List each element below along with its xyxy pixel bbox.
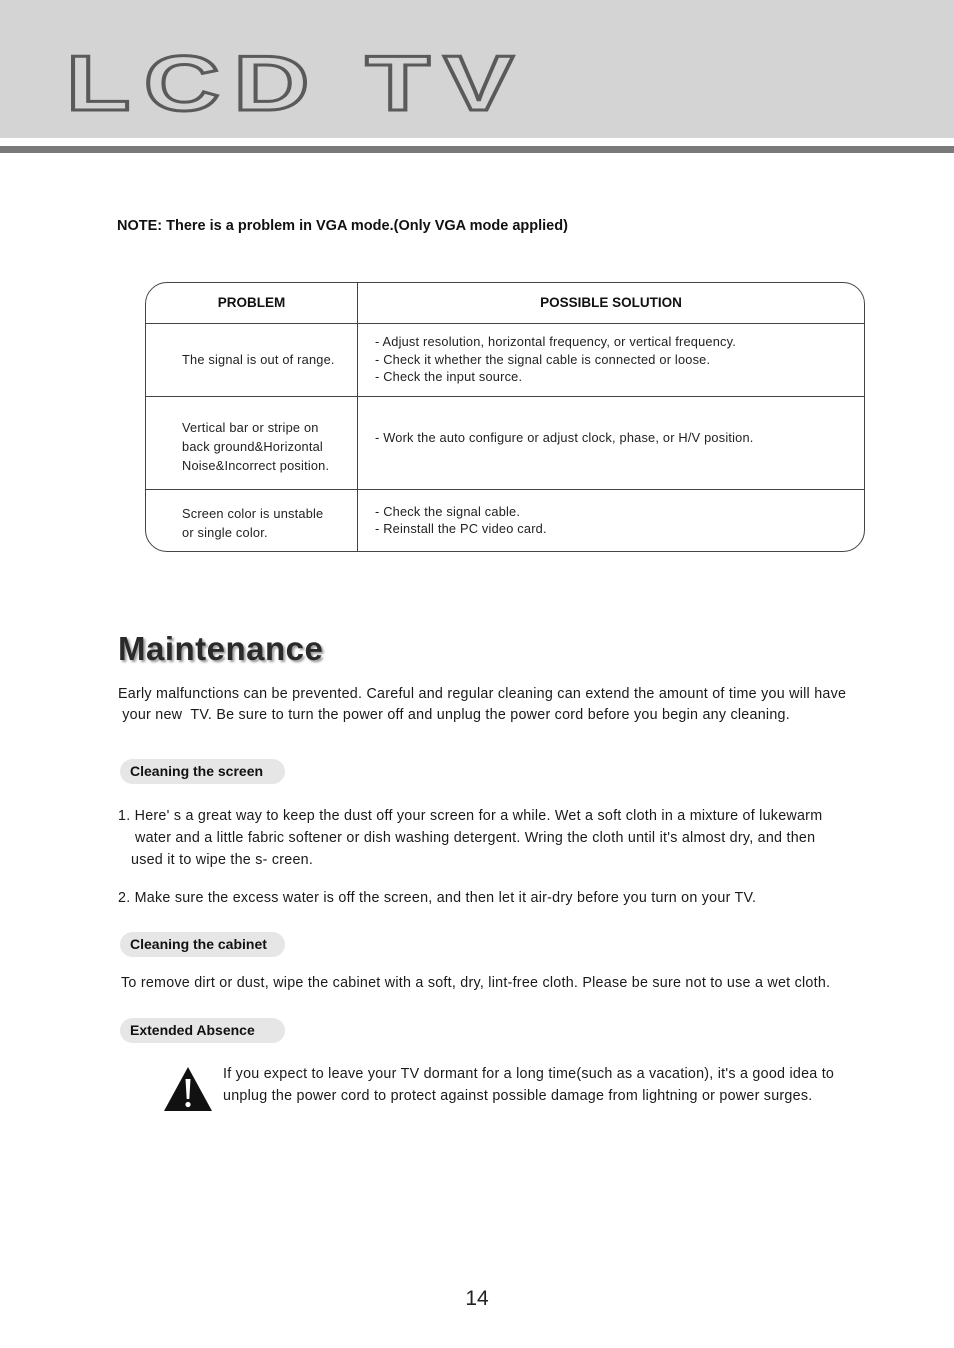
problem-line: back ground&Horizontal xyxy=(182,439,323,454)
problem-line: or single color. xyxy=(182,525,268,540)
absence-line: If you expect to leave your TV dormant for a long time(such as a vacation), it's a good idea to xyxy=(223,1066,835,1082)
maintenance-title: Maintenance xyxy=(118,630,324,667)
cabinet-text: To remove dirt or dust, wipe the cabinet with a soft, dry, lint-free cloth. Please be sure not to use a wet cloth. xyxy=(121,975,831,991)
problem-cell xyxy=(182,418,329,475)
step-line: 2. Make sure the excess water is off the screen, and then let it air-dry before you turn on your TV. xyxy=(118,890,757,906)
cleaning-screen-label: Cleaning the screen xyxy=(120,759,285,784)
step-line: used it to wipe the s- creen. xyxy=(131,852,314,868)
row-divider xyxy=(146,489,864,490)
problem-line: The signal is out of range. xyxy=(182,352,335,367)
header-solution: POSSIBLE SOLUTION xyxy=(540,295,682,310)
solution-cell xyxy=(375,333,736,386)
problem-line: Screen color is unstable xyxy=(182,506,324,521)
solution-line: - Check the input source. xyxy=(375,369,523,384)
problem-line: Noise&Incorrect position. xyxy=(182,458,330,473)
row-divider xyxy=(146,323,864,324)
header-problem: PROBLEM xyxy=(217,295,286,310)
step-line: 1. Here' s a great way to keep the dust off your screen for a while. Wet a soft cloth in a mixture of lukewarm xyxy=(118,808,823,824)
problem-line: Vertical bar or stripe on xyxy=(182,420,319,435)
warning-icon xyxy=(163,1066,213,1112)
lcd-tv-logo: LCD TV xyxy=(66,39,528,127)
solution-line: - Check it whether the signal cable is connected or loose. xyxy=(375,351,711,367)
solution-line: - Check the signal cable. xyxy=(375,504,521,519)
cleaning-cabinet-label: Cleaning the cabinet xyxy=(120,932,285,957)
extended-absence-label: Extended Absence xyxy=(120,1018,285,1043)
intro-line: Early malfunctions can be prevented. Careful and regular cleaning can extend the amount of time you will have xyxy=(118,686,847,702)
row-divider xyxy=(146,396,864,397)
troubleshooting-table xyxy=(145,282,865,552)
solution-line: - Adjust resolution, horizontal frequency, or vertical frequency. xyxy=(375,334,737,349)
vga-note: NOTE: There is a problem in VGA mode.(Only VGA mode applied) xyxy=(117,218,568,234)
step-line: water and a little fabric softener or dish washing detergent. Wring the cloth until it's almost dry, and then xyxy=(135,830,816,846)
header-divider xyxy=(0,146,954,153)
solution-cell xyxy=(375,429,754,448)
absence-line: unplug the power cord to protect against possible damage from lightning or power surges. xyxy=(223,1088,813,1104)
solution-cell xyxy=(375,504,547,537)
problem-cell xyxy=(182,504,323,542)
solution-line: - Reinstall the PC video card. xyxy=(375,520,547,536)
solution-line: - Work the auto configure or adjust clock, phase, or H/V position. xyxy=(375,430,754,445)
intro-line: your new TV. Be sure to turn the power off and unplug the power cord before you begin any cleaning. xyxy=(118,707,790,723)
page-number: 14 xyxy=(465,1287,489,1310)
problem-cell xyxy=(182,351,335,370)
